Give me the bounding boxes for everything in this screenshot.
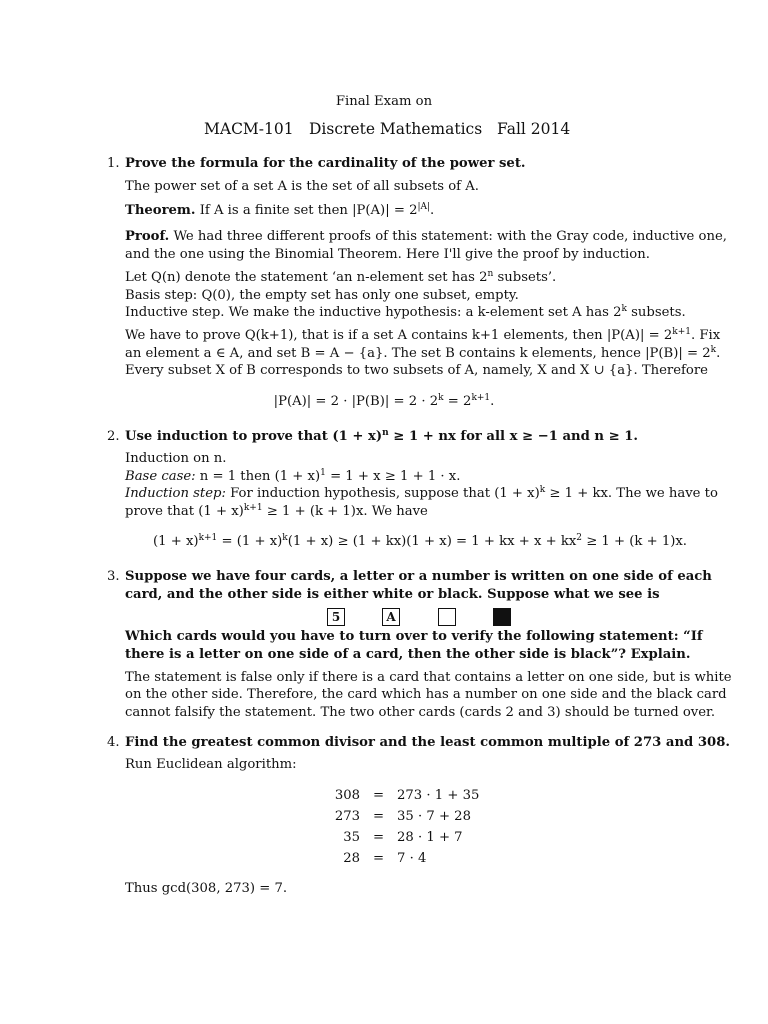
inductive-end: subsets. xyxy=(626,305,686,320)
q4-title: Find the greatest common divisor and the least common multiple of 273 and 308. xyxy=(125,735,730,750)
card-letter-a: A xyxy=(382,608,400,626)
q1-prove-line1 xyxy=(125,329,720,342)
course-subject: Discrete Mathematics xyxy=(309,120,483,138)
euclid-row-2-rhs: 35 · 7 + 28 xyxy=(397,809,471,824)
q1-let xyxy=(125,271,556,284)
prove-that-text: prove that (1 + x) xyxy=(125,504,244,519)
q3-title-line2: card, and the other side is either white or black. Suppose what we see is xyxy=(125,587,660,602)
prove-exp-1: k+1 xyxy=(672,327,691,337)
q2-title-b: ≥ 1 + nx for all x ≥ −1 and n ≥ 1. xyxy=(388,429,639,444)
q3-answer-line1: The statement is false only if there is a card that contains a letter on one side, but is white xyxy=(125,670,732,685)
euclid-row-1-op: = xyxy=(373,788,385,803)
q1-title: Prove the formula for the cardinality of the power set. xyxy=(125,156,526,171)
q1-proof-line2: and the one using the Binomial Theorem. Here I'll give the proof by induction. xyxy=(125,247,650,262)
q2-induction-step xyxy=(125,487,718,500)
card-number-five: 5 xyxy=(327,608,345,626)
q3-title-line4: there is a letter on one side of a card, then the other side is black”? Explain. xyxy=(125,647,691,662)
q2-disp-b: = (1 + x) xyxy=(217,534,283,549)
q1-definition: The power set of a set A is the set of all subsets of A. xyxy=(125,179,479,194)
prove-end-2: . xyxy=(716,346,721,361)
q2-display-equation xyxy=(153,535,687,548)
prove-end-1: . Fix xyxy=(690,328,721,343)
q1-display-equation xyxy=(0,394,768,409)
q2-title xyxy=(125,430,638,443)
prove-that-exp: k+1 xyxy=(243,503,263,513)
q2-base-case xyxy=(125,470,460,483)
euclid-row-1-lhs: 308 xyxy=(334,788,360,803)
euclid-row-4-rhs: 7 · 4 xyxy=(397,851,427,866)
q2-disp-exp-2: k xyxy=(282,533,288,543)
euclid-row-4-lhs: 28 xyxy=(343,851,360,866)
euclid-row-3-rhs: 28 · 1 + 7 xyxy=(397,830,463,845)
inductive-exponent: k xyxy=(621,304,627,314)
base-case-end: = 1 + x ≥ 1 + 1 · x. xyxy=(325,469,461,484)
q2-number: 2. xyxy=(107,429,120,444)
q1-proof-line1 xyxy=(125,230,727,243)
q2-title-a: Use induction to prove that (1 + x) xyxy=(125,429,383,444)
euclid-row-3-lhs: 35 xyxy=(343,830,360,845)
euclid-row-4-op: = xyxy=(373,851,385,866)
course-term: Fall 2014 xyxy=(497,120,571,138)
card-black xyxy=(493,608,511,626)
q2-disp-exp-1: k+1 xyxy=(198,533,218,543)
q1-prove-line2 xyxy=(125,347,720,360)
q3-answer-line2: on the other side. Therefore, the card which has a number on one side and the black card xyxy=(125,687,727,702)
card-white xyxy=(438,608,456,626)
induction-step-label: Induction step: xyxy=(125,486,226,501)
q3-answer-line3: cannot falsify the statement. The two other cards (cards 2 and 3) should be turned over. xyxy=(125,705,716,720)
let-exponent: n xyxy=(487,269,494,279)
proof-text-1: We had three different proofs of this statement: with the Gray code, inductive one, xyxy=(173,229,727,244)
base-case-text: n = 1 then (1 + x) xyxy=(195,469,321,484)
prove-text-1: We have to prove Q(k+1), that is if a set A contains k+1 elements, then |P(A)| = 2 xyxy=(125,328,673,343)
theorem-text: If A is a finite set then |P(A)| = 2 xyxy=(199,203,418,218)
display-text-b: = 2 xyxy=(443,394,472,409)
prove-that-end: ≥ 1 + (k + 1)x. We have xyxy=(262,504,428,519)
q3-title-line1: Suppose we have four cards, a letter or a number is written on one side of each xyxy=(125,569,712,584)
prove-text-2: an element a ∈ A, and set B = A − {a}. The set B contains k elements, hence |P(B)| = 2 xyxy=(125,346,711,361)
induction-step-end: ≥ 1 + kx. The we have to xyxy=(545,486,718,501)
q2-induction-on: Induction on n. xyxy=(125,451,227,466)
q1-theorem xyxy=(125,204,434,217)
inductive-text: Inductive step. We make the inductive hypothesis: a k-element set A has 2 xyxy=(125,305,622,320)
proof-label: Proof. xyxy=(125,229,170,244)
base-case-label: Base case: xyxy=(125,469,196,484)
let-end: subsets’. xyxy=(493,270,557,285)
course-code: MACM-101 xyxy=(204,120,294,138)
q2-title-exp: n xyxy=(382,428,389,438)
prove-exp-2: k xyxy=(710,345,717,355)
q2-disp-exp-3: 2 xyxy=(576,533,582,543)
q3-number: 3. xyxy=(107,569,120,584)
induction-step-exp: k xyxy=(539,485,546,495)
q1-basis: Basis step: Q(0), the empty set has only one subset, empty. xyxy=(125,288,519,303)
induction-step-text: For induction hypothesis, suppose that (1 + x) xyxy=(225,486,540,501)
q2-prove-that xyxy=(125,505,428,518)
theorem-exponent: |A| xyxy=(417,202,431,212)
theorem-label: Theorem. xyxy=(125,203,196,218)
display-text-a: |P(A)| = 2 · |P(B)| = 2 · 2 xyxy=(273,394,439,409)
let-text: Let Q(n) denote the statement ‘an n-element set has 2 xyxy=(125,270,488,285)
q1-prove-line3: Every subset X of B corresponds to two subsets of A, namely, X and X ∪ {a}. Therefore xyxy=(125,363,708,378)
euclid-row-2-lhs: 273 xyxy=(334,809,360,824)
q2-disp-a: (1 + x) xyxy=(153,534,199,549)
display-exp-2: k+1 xyxy=(471,393,491,403)
euclid-row-3-op: = xyxy=(373,830,385,845)
q2-disp-c: (1 + x) ≥ (1 + kx)(1 + x) = 1 + kx + x + kx xyxy=(287,534,577,549)
q4-gcd-result: Thus gcd(308, 273) = 7. xyxy=(125,881,288,896)
exam-title: Final Exam on xyxy=(335,94,433,109)
euclid-row-1-rhs: 273 · 1 + 35 xyxy=(397,788,480,803)
q4-number: 4. xyxy=(107,735,120,750)
theorem-end: . xyxy=(430,203,435,218)
base-case-exp: 1 xyxy=(320,468,326,478)
q3-title-line3: Which cards would you have to turn over to verify the following statement: “If xyxy=(125,629,703,644)
q2-disp-d: ≥ 1 + (k + 1)x. xyxy=(582,534,687,549)
display-exp-1: k xyxy=(438,393,444,403)
euclid-row-2-op: = xyxy=(373,809,385,824)
q4-intro: Run Euclidean algorithm: xyxy=(125,757,297,772)
display-end: . xyxy=(490,394,495,409)
q1-number: 1. xyxy=(107,156,120,171)
q1-inductive xyxy=(125,306,686,319)
